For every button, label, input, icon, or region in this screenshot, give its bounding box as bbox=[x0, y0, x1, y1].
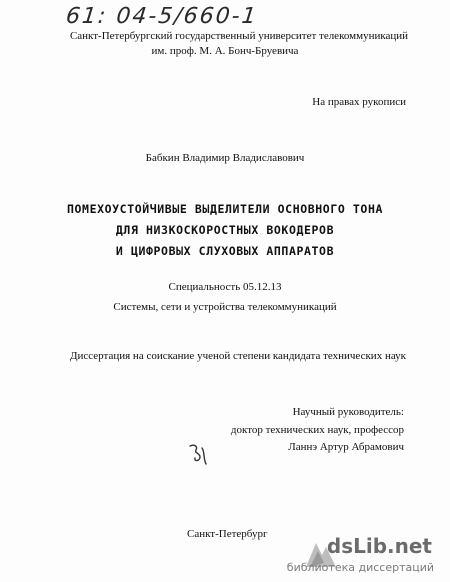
dslib-watermark bbox=[286, 534, 450, 582]
supervisor-role: Научный руководитель: bbox=[292, 406, 404, 418]
watermark-main-text: dsLib.net bbox=[326, 534, 432, 558]
supervisor-name: Ланнэ Артур Абрамович bbox=[288, 441, 404, 453]
institution-line-2: им. проф. М. А. Бонч-Бруевича bbox=[151, 45, 299, 57]
handwritten-signature-icon bbox=[186, 440, 214, 468]
rights-notice: На правах рукописи bbox=[312, 96, 406, 108]
institution-line-1: Санкт-Петербургский государственный университет телекоммуникаций bbox=[69, 30, 409, 42]
specialty-name: Системы, сети и устройства телекоммуникаций bbox=[113, 301, 337, 313]
author-name: Бабкин Владимир Владиславович bbox=[145, 152, 305, 164]
handwritten-catalog-code: 61: 04-5/660-1 bbox=[64, 4, 259, 29]
specialty-code: Специальность 05.12.13 bbox=[168, 281, 282, 293]
dissertation-degree: Диссертация на соискание ученой степени кандидата технических наук bbox=[70, 350, 406, 362]
title-line-2: ДЛЯ НИЗКОСКОРОСТНЫХ ВОКОДЕРОВ bbox=[115, 223, 335, 237]
title-line-1: ПОМЕХОУСТОЙЧИВЫЕ ВЫДЕЛИТЕЛИ ОСНОВНОГО ТОНА bbox=[67, 202, 383, 216]
watermark-sub-text: библиотека диссертаций bbox=[286, 561, 434, 574]
city: Санкт-Петербург bbox=[187, 528, 268, 540]
supervisor-degree: доктор технических наук, профессор bbox=[230, 424, 404, 436]
title-line-3: И ЦИФРОВЫХ СЛУХОВЫХ АППАРАТОВ bbox=[115, 244, 335, 258]
